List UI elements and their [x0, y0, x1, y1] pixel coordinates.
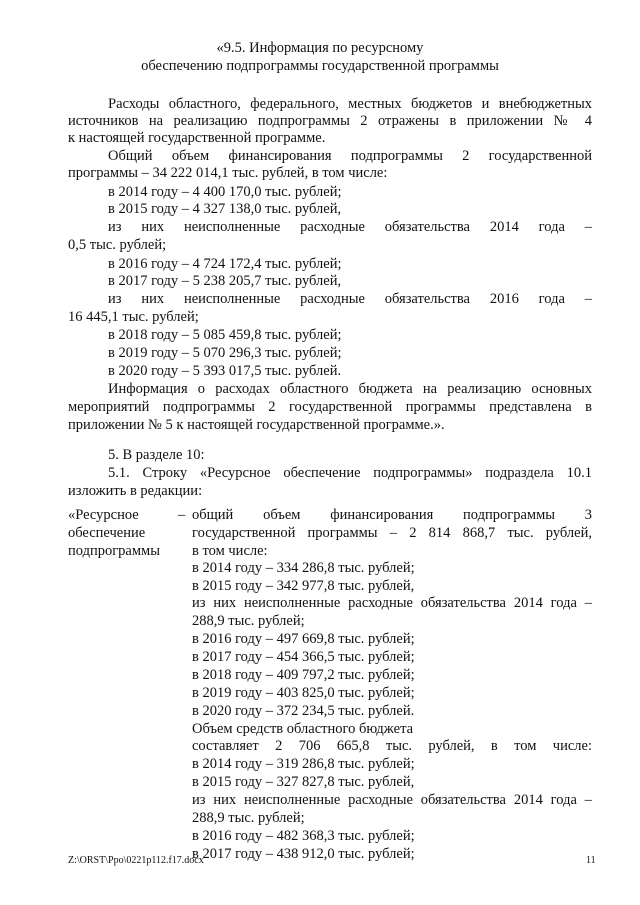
- paragraph-line: 16 445,1 тыс. рублей;: [68, 309, 199, 325]
- paragraph-line: в 2015 году – 4 327 138,0 тыс. рублей,: [108, 201, 342, 217]
- paragraph-line: в 2019 году – 5 070 296,3 тыс. рублей;: [108, 345, 342, 361]
- block-line: в 2020 году – 372 234,5 тыс. рублей.: [192, 703, 415, 719]
- block-line: в 2016 году – 497 669,8 тыс. рублей;: [192, 631, 415, 647]
- block-line: из них неисполненные расходные обязательства 2014 года –: [192, 792, 592, 808]
- block-line: в 2015 году – 327 827,8 тыс. рублей,: [192, 774, 415, 790]
- block-line: в 2018 году – 409 797,2 тыс. рублей;: [192, 667, 415, 683]
- block-line: 288,9 тыс. рублей;: [192, 613, 305, 629]
- section-heading-line-1: «9.5. Информация по ресурсному: [216, 40, 424, 56]
- resource-block-dash: –: [178, 507, 186, 523]
- paragraph-line: изложить в редакции:: [68, 483, 203, 499]
- paragraph-line: к настоящей государственной программе.: [68, 130, 326, 146]
- paragraph-line: в 2014 году – 4 400 170,0 тыс. рублей;: [108, 184, 342, 200]
- paragraph-line: мероприятий подпрограммы 2 государственной программы представлена в: [68, 399, 592, 415]
- footer-file-path: Z:\ORST\Ppo\0221p112.f17.docx: [68, 855, 204, 866]
- paragraph-line: Общий объем финансирования подпрограммы 2 государственной: [108, 148, 592, 164]
- block-line: Объем средств областного бюджета: [192, 721, 414, 737]
- section-heading-line-2: обеспечению подпрограммы государственной программы: [141, 58, 499, 74]
- block-line: общий объем финансирования подпрограммы 3: [192, 507, 592, 523]
- block-line: в 2017 году – 454 366,5 тыс. рублей;: [192, 649, 415, 665]
- block-line: государственной программы – 2 814 868,7 тыс. рублей,: [192, 525, 592, 541]
- block-line: в 2016 году – 482 368,3 тыс. рублей;: [192, 828, 415, 844]
- paragraph-line: в 2016 году – 4 724 172,4 тыс. рублей;: [108, 256, 342, 272]
- paragraph-line: Информация о расходах областного бюджета на реализацию основных: [108, 381, 592, 397]
- paragraph-line: 5. В разделе 10:: [108, 447, 205, 463]
- footer-page-number: 11: [586, 855, 596, 866]
- paragraph-line: источников на реализацию подпрограммы 2 отражены в приложении № 4: [68, 113, 592, 129]
- paragraph-line: 5.1. Строку «Ресурсное обеспечение подпрограммы» подраздела 10.1: [108, 465, 592, 481]
- block-line: 288,9 тыс. рублей;: [192, 810, 305, 826]
- block-label-line: обеспечение: [68, 525, 146, 541]
- block-line: в 2019 году – 403 825,0 тыс. рублей;: [192, 685, 415, 701]
- paragraph-line: в 2018 году – 5 085 459,8 тыс. рублей;: [108, 327, 342, 343]
- block-line: в 2014 году – 319 286,8 тыс. рублей;: [192, 756, 415, 772]
- block-label-line: «Ресурсное: [68, 507, 139, 523]
- block-label-line: подпрограммы: [68, 543, 160, 559]
- block-line: в 2017 году – 438 912,0 тыс. рублей;: [192, 846, 415, 862]
- block-line: в том числе:: [192, 543, 268, 559]
- paragraph-line: приложении № 5 к настоящей государственной программе.».: [68, 417, 445, 433]
- paragraph-line: в 2017 году – 5 238 205,7 тыс. рублей,: [108, 273, 342, 289]
- paragraph-line: 0,5 тыс. рублей;: [68, 237, 167, 253]
- block-line: в 2014 году – 334 286,8 тыс. рублей;: [192, 560, 415, 576]
- paragraph-line: Расходы областного, федерального, местных бюджетов и внебюджетных: [108, 96, 592, 112]
- block-line: составляет 2 706 665,8 тыс. рублей, в том числе:: [192, 738, 592, 754]
- paragraph-line: программы – 34 222 014,1 тыс. рублей, в том числе:: [68, 165, 388, 181]
- block-line: в 2015 году – 342 977,8 тыс. рублей,: [192, 578, 415, 594]
- paragraph-line: в 2020 году – 5 393 017,5 тыс. рублей.: [108, 363, 342, 379]
- paragraph-line: из них неисполненные расходные обязательства 2016 года –: [108, 291, 592, 307]
- paragraph-line: из них неисполненные расходные обязательства 2014 года –: [108, 219, 592, 235]
- block-line: из них неисполненные расходные обязательства 2014 года –: [192, 595, 592, 611]
